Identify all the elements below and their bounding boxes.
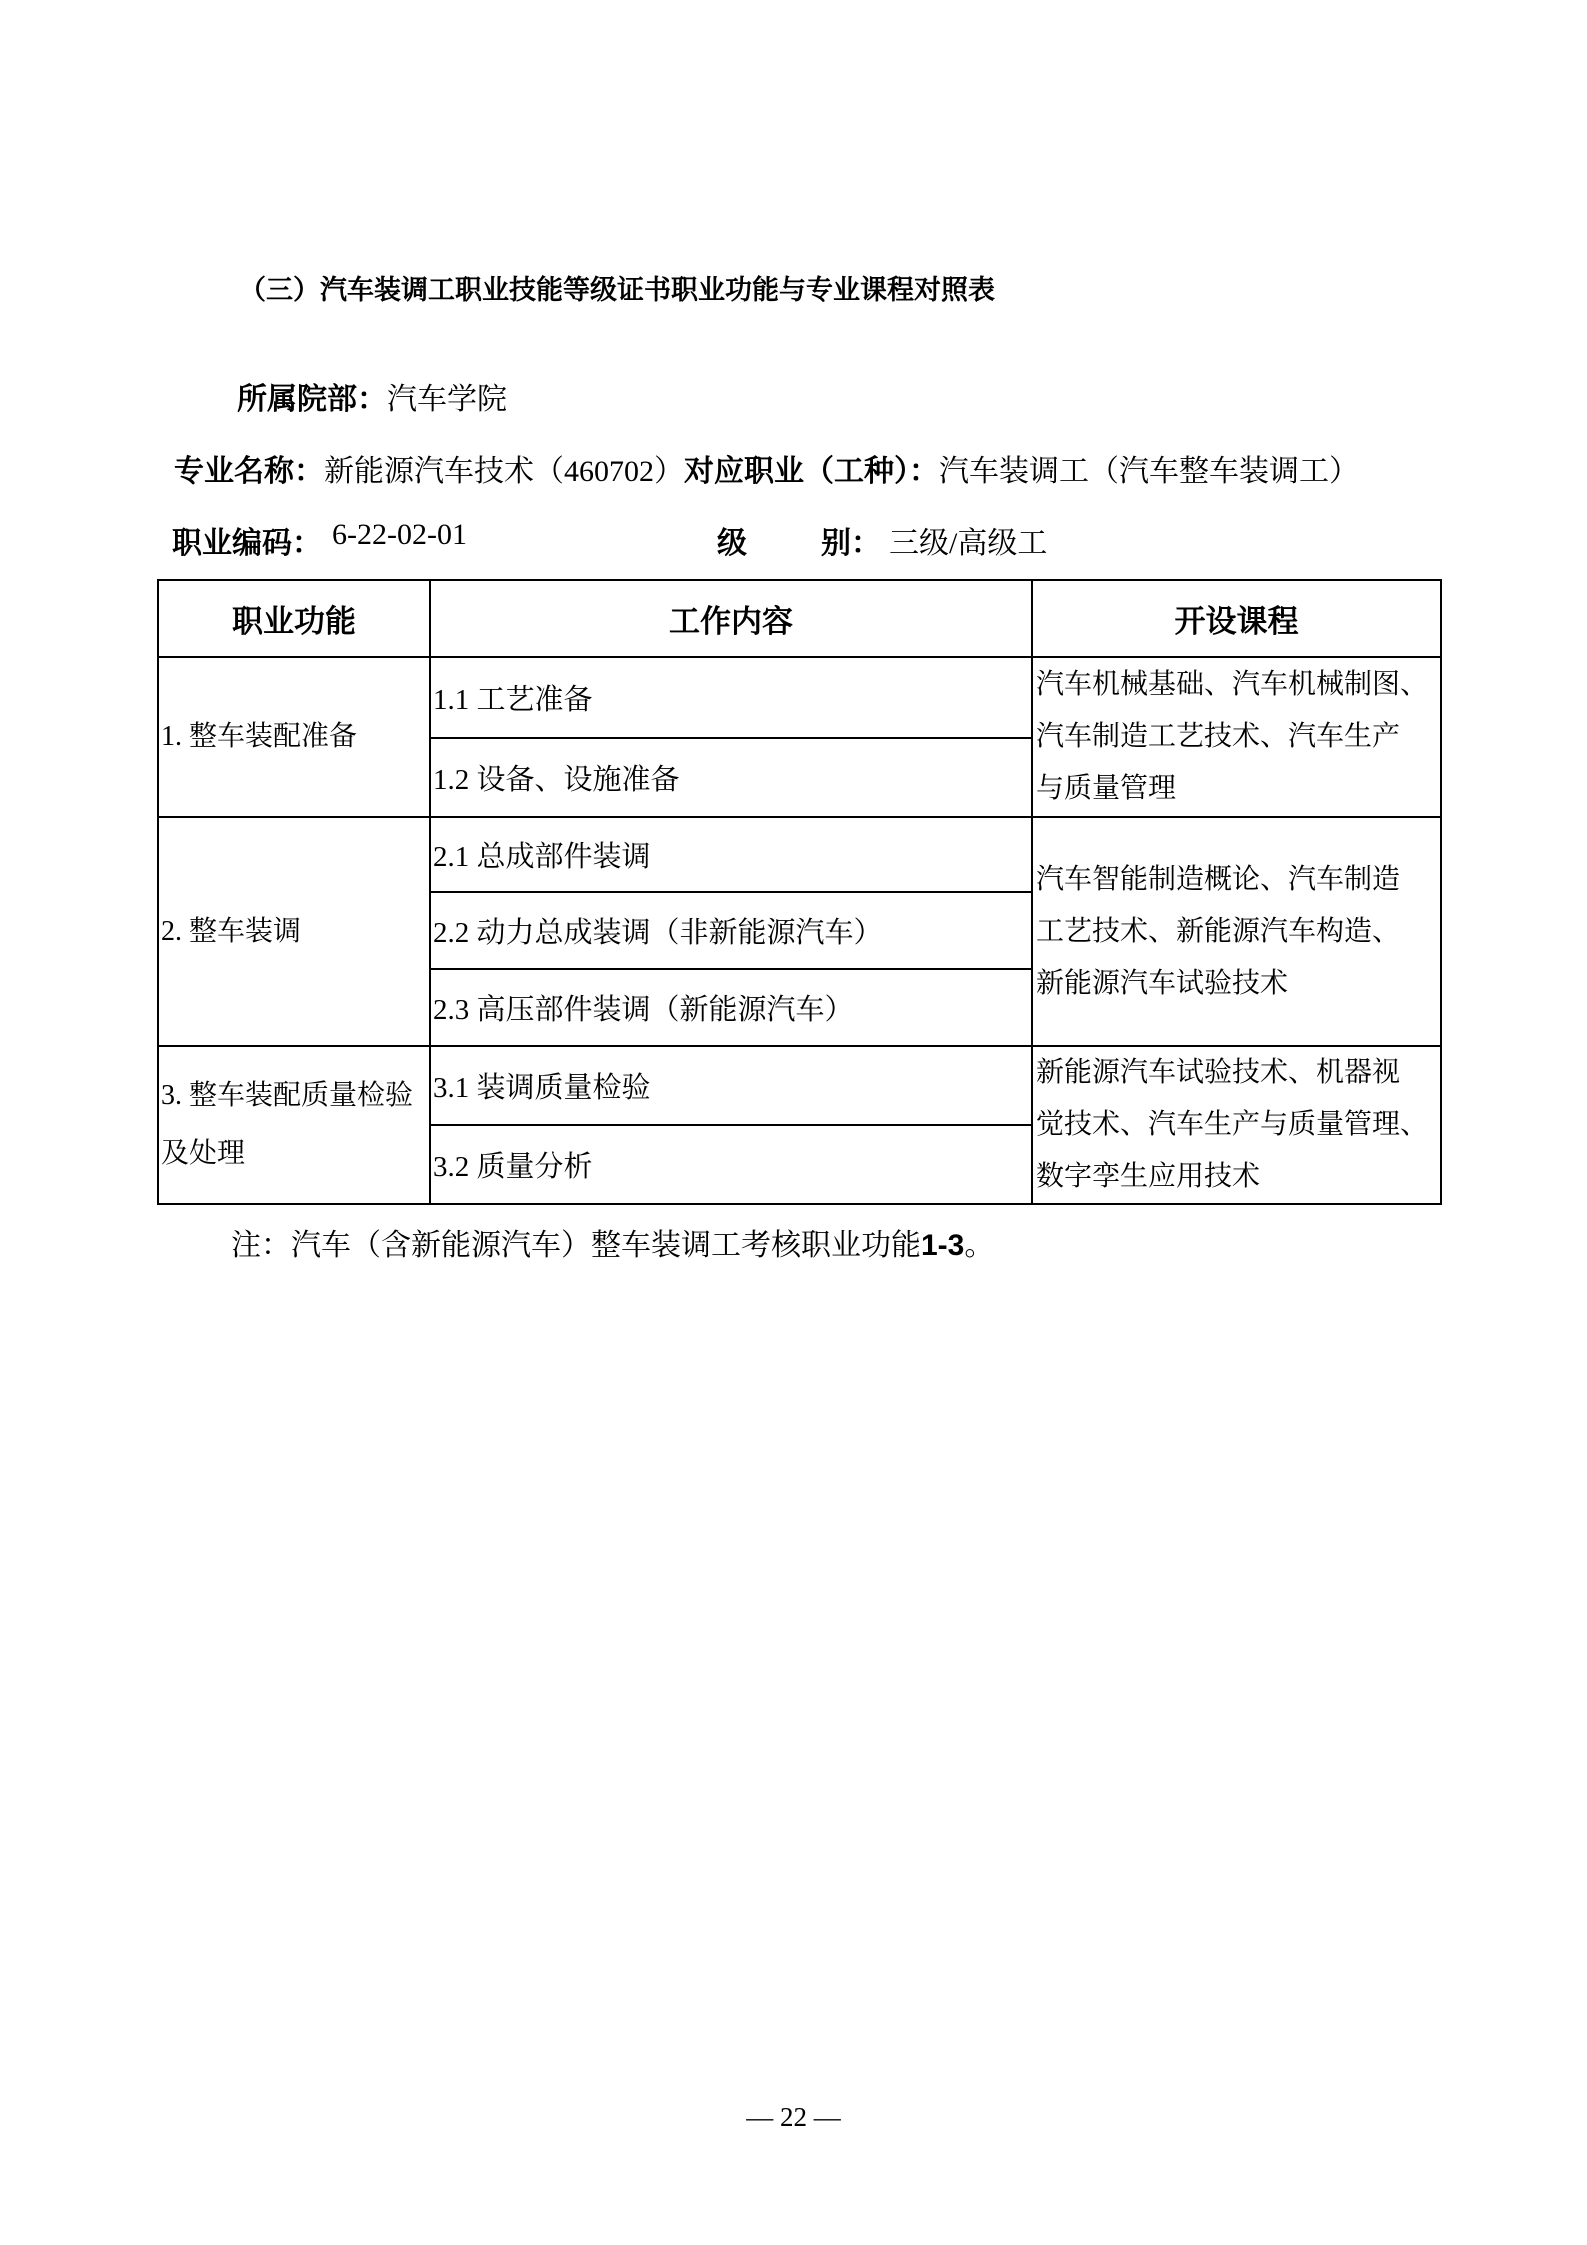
table-header-row (158, 580, 1441, 657)
level-label-bie: 别： (821, 527, 881, 560)
courses-line: 工艺技术、新能源汽车构造、 (1036, 915, 1401, 947)
courses-line: 汽车机械基础、汽车机械制图、 (1036, 669, 1429, 700)
header-courses: 开设课程 (1032, 580, 1441, 657)
courses-line: 与质量管理 (1036, 773, 1177, 804)
department-line (237, 374, 507, 418)
page-number: — 22 — (746, 2102, 841, 2132)
task-cell-2-1: 2.1 总成部件装调 (430, 817, 1032, 892)
major-value: 新能源汽车技术（460702） (324, 455, 684, 488)
task-cell-1-2: 1.2 设备、设施准备 (430, 738, 1032, 817)
level-label-ji: 级 (717, 527, 747, 560)
function-cell-2: 2. 整车装调 (158, 817, 430, 1046)
task-cell-1-1: 1.1 工艺准备 (430, 657, 1032, 738)
courses-line: 觉技术、汽车生产与质量管理、 (1036, 1109, 1429, 1140)
task-cell-2-3: 2.3 高压部件装调（新能源汽车） (430, 969, 1032, 1046)
note-line (231, 1220, 994, 1264)
header-function: 职业功能 (158, 580, 430, 657)
courses-cell-3 (1032, 1046, 1441, 1204)
major-label: 专业名称： (174, 455, 324, 488)
function-cell-1: 1. 整车装配准备 (158, 657, 430, 817)
department-label: 所属院部： (237, 383, 387, 416)
code-label: 职业编码： (172, 527, 322, 560)
department-value: 汽车学院 (387, 383, 507, 416)
table-row-1a (158, 657, 1441, 738)
note-period: 。 (964, 1229, 995, 1262)
section-heading: （三）汽车装调工职业技能等级证书职业功能与专业课程对照表 (239, 275, 995, 305)
task-cell-3-1: 3.1 装调质量检验 (430, 1046, 1032, 1125)
courses-line: 汽车智能制造概论、汽车制造 (1036, 863, 1401, 895)
code-value: 6-22-02-01 (332, 518, 467, 551)
task-cell-3-2: 3.2 质量分析 (430, 1125, 1032, 1204)
table-row-3a (158, 1046, 1441, 1125)
major-line (174, 446, 1359, 490)
level-value: 三级/高级工 (889, 527, 1048, 560)
courses-line: 数字孪生应用技术 (1036, 1161, 1261, 1192)
code-level-line (0, 518, 1587, 558)
note-text: 注：汽车（含新能源汽车）整车装调工考核职业功能 (231, 1229, 921, 1262)
courses-cell-1 (1032, 657, 1441, 817)
table-row-2a (158, 817, 1441, 892)
function-course-table (157, 579, 1442, 1205)
courses-line: 新能源汽车试验技术 (1036, 967, 1289, 999)
job-value: 汽车装调工（汽车整车装调工） (939, 455, 1359, 488)
header-tasks: 工作内容 (430, 580, 1032, 657)
task-cell-2-2: 2.2 动力总成装调（非新能源汽车） (430, 892, 1032, 969)
courses-line: 新能源汽车试验技术、机器视 (1036, 1057, 1401, 1088)
function-cell-3: 3. 整车装配质量检验及处理 (158, 1046, 430, 1204)
courses-cell-2 (1032, 817, 1441, 1046)
job-label: 对应职业（工种）： (684, 455, 939, 488)
courses-line: 汽车制造工艺技术、汽车生产 (1036, 721, 1401, 752)
note-range: 1-3 (921, 1229, 965, 1262)
